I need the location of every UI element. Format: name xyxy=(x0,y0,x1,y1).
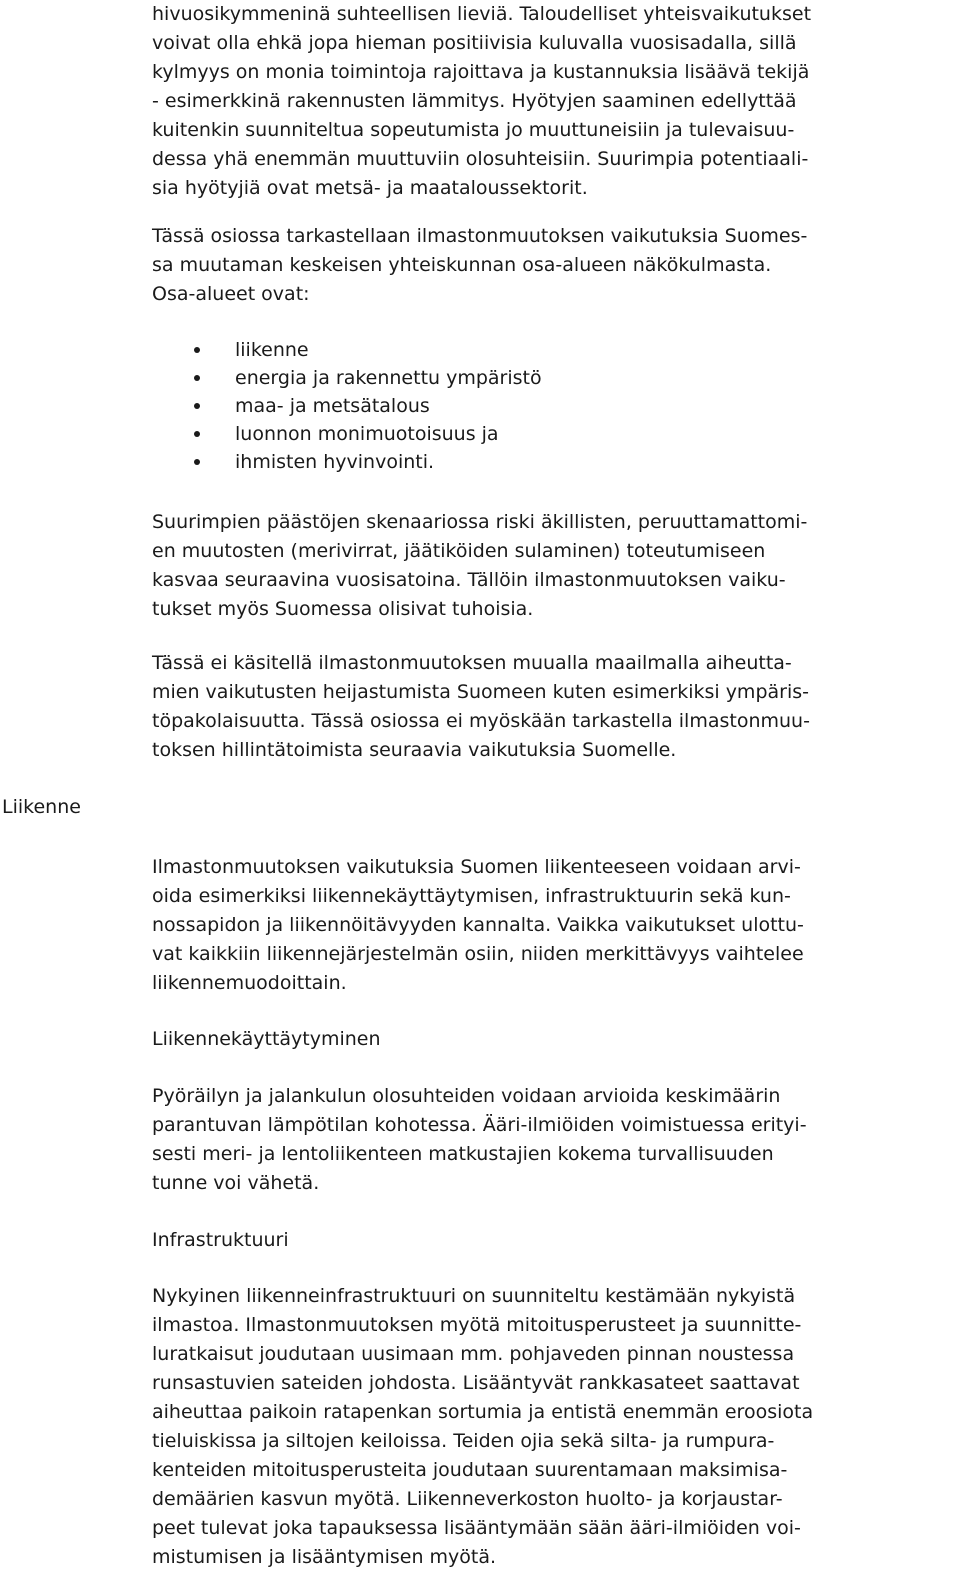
text-line: tukset myös Suomessa olisivat tuhoisia. xyxy=(152,598,534,620)
text-line: kenteiden mitoitusperusteita joudutaan suurentamaan maksimisa- xyxy=(152,1459,788,1481)
text-line: parantuvan lämpötilan kohotessa. Ääri-ilmiöiden voimistuessa erityi- xyxy=(152,1114,807,1136)
list-item xyxy=(152,336,542,364)
subheading-transport-behaviour: Liikennekäyttäytyminen xyxy=(152,1028,381,1050)
text-line: mistumisen ja lisääntymisen myötä. xyxy=(152,1546,497,1568)
text-line: en muutosten (merivirrat, jäätiköiden sulaminen) toteutumiseen xyxy=(152,540,766,562)
text-line: nossapidon ja liikennöitävyyden kannalta. Vaikka vaikutukset ulottu- xyxy=(152,914,804,936)
text-line: hivuosikymmeninä suhteellisen lieviä. Taloudelliset yhteisvaikutukset xyxy=(152,3,812,25)
text-line: runsastuvien sateiden johdosta. Lisääntyvät rankkasateet saattavat xyxy=(152,1372,800,1394)
bullet-icon xyxy=(194,347,200,353)
text-line: demäärien kasvun myötä. Liikenneverkoston huolto- ja korjaustar- xyxy=(152,1488,783,1510)
text-line: oida esimerkiksi liikennekäyttäytymisen, infrastruktuurin sekä kun- xyxy=(152,885,791,907)
text-line: töpakolaisuutta. Tässä osiossa ei myöskään tarkastella ilmastonmuu- xyxy=(152,710,810,732)
text-line: Osa-alueet ovat: xyxy=(152,283,310,305)
paragraph-transport-behaviour xyxy=(152,1082,952,1198)
text-line: aiheuttaa paikoin ratapenkan sortumia ja entistä enemmän eroosiota xyxy=(152,1401,814,1423)
text-line: kuitenkin suunniteltua sopeutumista jo muuttuneisiin ja tulevaisuu- xyxy=(152,119,795,141)
text-line: luratkaisut joudutaan uusimaan mm. pohjaveden pinnan noustessa xyxy=(152,1343,795,1365)
text-line: Pyöräilyn ja jalankulun olosuhteiden voidaan arvioida keskimäärin xyxy=(152,1085,781,1107)
text-line: peet tulevat joka tapauksessa lisääntymään sään ääri-ilmiöiden voi- xyxy=(152,1517,801,1539)
bullet-icon xyxy=(194,403,200,409)
text-line: vat kaikkiin liikennejärjestelmän osiin, niiden merkittävyys vaihtelee xyxy=(152,943,804,965)
text-line: mien vaikutusten heijastumista Suomeen kuten esimerkiksi ympäris- xyxy=(152,681,809,703)
text-line: sa muutaman keskeisen yhteiskunnan osa-alueen näkökulmasta. xyxy=(152,254,772,276)
paragraph-infrastructure xyxy=(152,1282,952,1572)
text-line: ilmastoa. Ilmastonmuutoksen myötä mitoitusperusteet ja suunnitte- xyxy=(152,1314,802,1336)
paragraph-economic-effects xyxy=(152,0,952,203)
text-line: Nykyinen liikenneinfrastruktuuri on suunniteltu kestämään nykyistä xyxy=(152,1285,796,1307)
bullet-icon xyxy=(194,459,200,465)
text-line: Suurimpien päästöjen skenaariossa riski äkillisten, peruuttamattomi- xyxy=(152,511,808,533)
text-line: tieluiskissa ja siltojen keiloissa. Teiden ojia sekä silta- ja rumpura- xyxy=(152,1430,775,1452)
text-line: kylmyys on monia toimintoja rajoittava ja kustannuksia lisäävä tekijä xyxy=(152,61,810,83)
list-item-text: energia ja rakennettu ympäristö xyxy=(235,367,542,389)
list-item xyxy=(152,364,542,392)
text-line: Ilmastonmuutoksen vaikutuksia Suomen liikenteeseen voidaan arvi- xyxy=(152,856,801,878)
text-line: dessa yhä enemmän muuttuviin olosuhteisiin. Suurimpia potentiaali- xyxy=(152,148,809,170)
text-line: sesti meri- ja lentoliikenteen matkustajien kokema turvallisuuden xyxy=(152,1143,774,1165)
text-line: sia hyötyjiä ovat metsä- ja maataloussektorit. xyxy=(152,177,588,199)
sector-bullet-list xyxy=(152,336,542,476)
text-line: liikennemuodoittain. xyxy=(152,972,347,994)
list-item-text: luonnon monimuotoisuus ja xyxy=(235,423,499,445)
text-line: toksen hillintätoimista seuraavia vaikutuksia Suomelle. xyxy=(152,739,677,761)
list-item xyxy=(152,448,542,476)
text-line: kasvaa seuraavina vuosisatoina. Tällöin ilmastonmuutoksen vaiku- xyxy=(152,569,786,591)
list-item-text: maa- ja metsätalous xyxy=(235,395,430,417)
bullet-icon xyxy=(194,375,200,381)
text-line: - esimerkkinä rakennusten lämmitys. Hyötyjen saaminen edellyttää xyxy=(152,90,797,112)
section-heading-liikenne: Liikenne xyxy=(2,796,81,818)
text-line: Tässä osiossa tarkastellaan ilmastonmuutoksen vaikutuksia Suomes- xyxy=(152,225,808,247)
list-item xyxy=(152,420,542,448)
list-item xyxy=(152,392,542,420)
text-line: Tässä ei käsitellä ilmastonmuutoksen muualla maailmalla aiheutta- xyxy=(152,652,792,674)
paragraph-scope-note xyxy=(152,649,952,765)
paragraph-high-emission-scenario xyxy=(152,508,952,624)
paragraph-section-intro xyxy=(152,222,952,309)
text-line: tunne voi vähetä. xyxy=(152,1172,320,1194)
list-item-text: liikenne xyxy=(235,339,309,361)
paragraph-transport-intro xyxy=(152,853,952,998)
list-item-text: ihmisten hyvinvointi. xyxy=(235,451,435,473)
subheading-infrastructure: Infrastruktuuri xyxy=(152,1229,289,1251)
text-line: voivat olla ehkä jopa hieman positiivisia kuluvalla vuosisadalla, sillä xyxy=(152,32,797,54)
bullet-icon xyxy=(194,431,200,437)
